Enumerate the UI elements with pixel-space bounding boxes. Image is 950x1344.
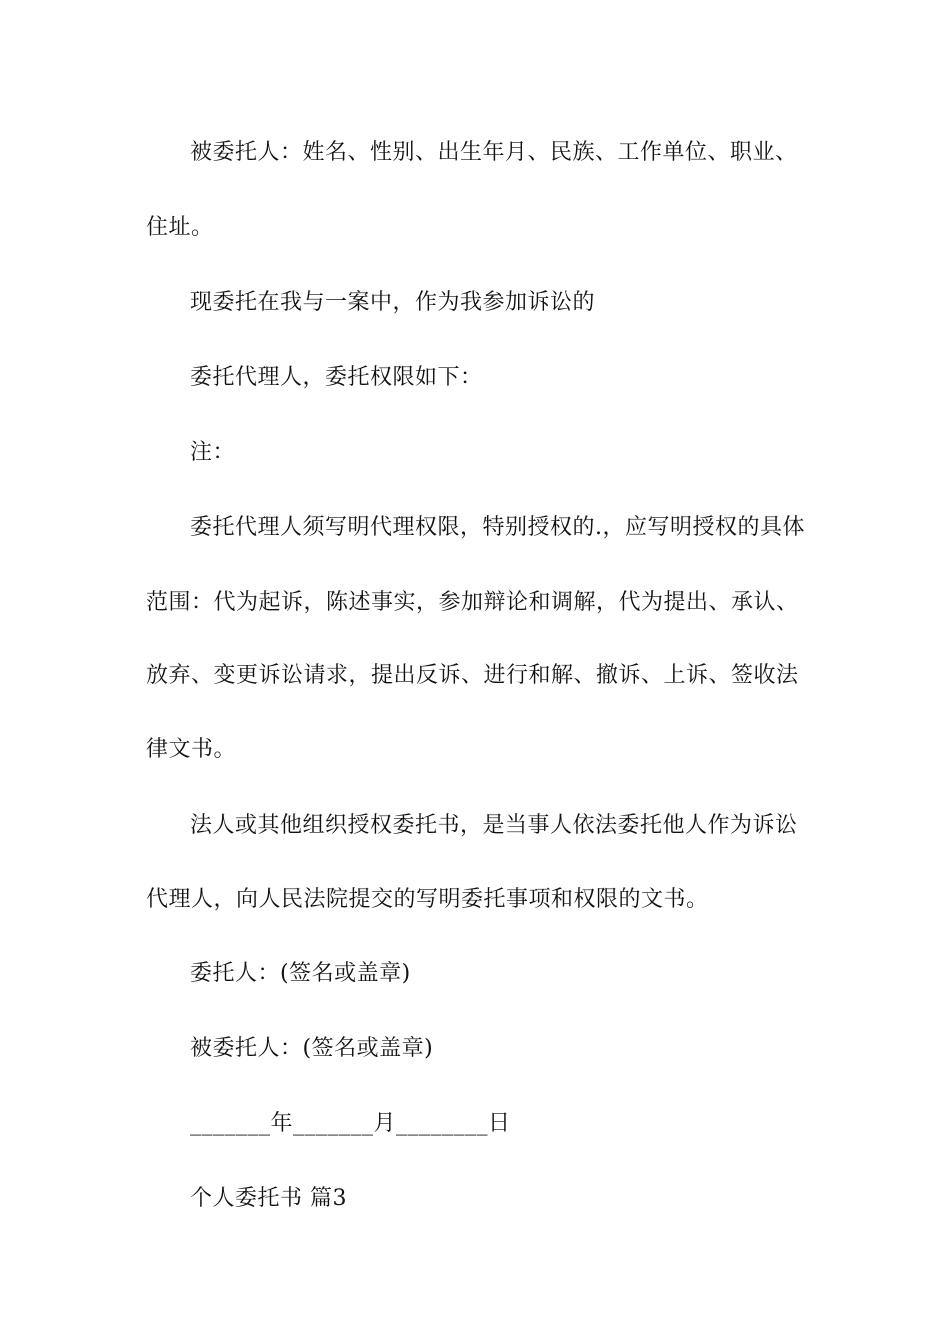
- date-line: _______年_______月________日: [190, 1111, 511, 1136]
- paragraph-trustee-line-1: 被委托人：姓名、性别、出生年月、民族、工作单位、职业、: [190, 140, 798, 165]
- note-label: 注：: [190, 440, 236, 465]
- signature-trustee: 被委托人：(签名或盖章): [190, 1036, 434, 1061]
- paragraph-entrust-line-2: 委托代理人，委托权限如下：: [190, 365, 483, 390]
- signature-principal: 委托人：(签名或盖章): [190, 961, 411, 986]
- paragraph-note-line-1: 委托代理人须写明代理权限，特别授权的.，应写明授权的具体: [190, 515, 805, 540]
- paragraph-legal-person-line-1: 法人或其他组织授权委托书，是当事人依法委托他人作为诉讼: [190, 813, 798, 838]
- paragraph-note-line-4: 律文书。: [146, 737, 237, 762]
- paragraph-note-line-2: 范围：代为起诉，陈述事实，参加辩论和调解，代为提出、承认、: [146, 590, 799, 615]
- paragraph-trustee-line-2: 住址。: [146, 215, 214, 240]
- paragraph-legal-person-line-2: 代理人，向人民法院提交的写明委托事项和权限的文书。: [146, 887, 709, 912]
- paragraph-note-line-3: 放弃、变更诉讼请求，提出反诉、进行和解、撤诉、上诉、签收法: [146, 663, 799, 688]
- paragraph-entrust-line-1: 现委托在我与一案中，作为我参加诉讼的: [190, 290, 596, 315]
- section-heading: 个人委托书 篇3: [190, 1186, 347, 1211]
